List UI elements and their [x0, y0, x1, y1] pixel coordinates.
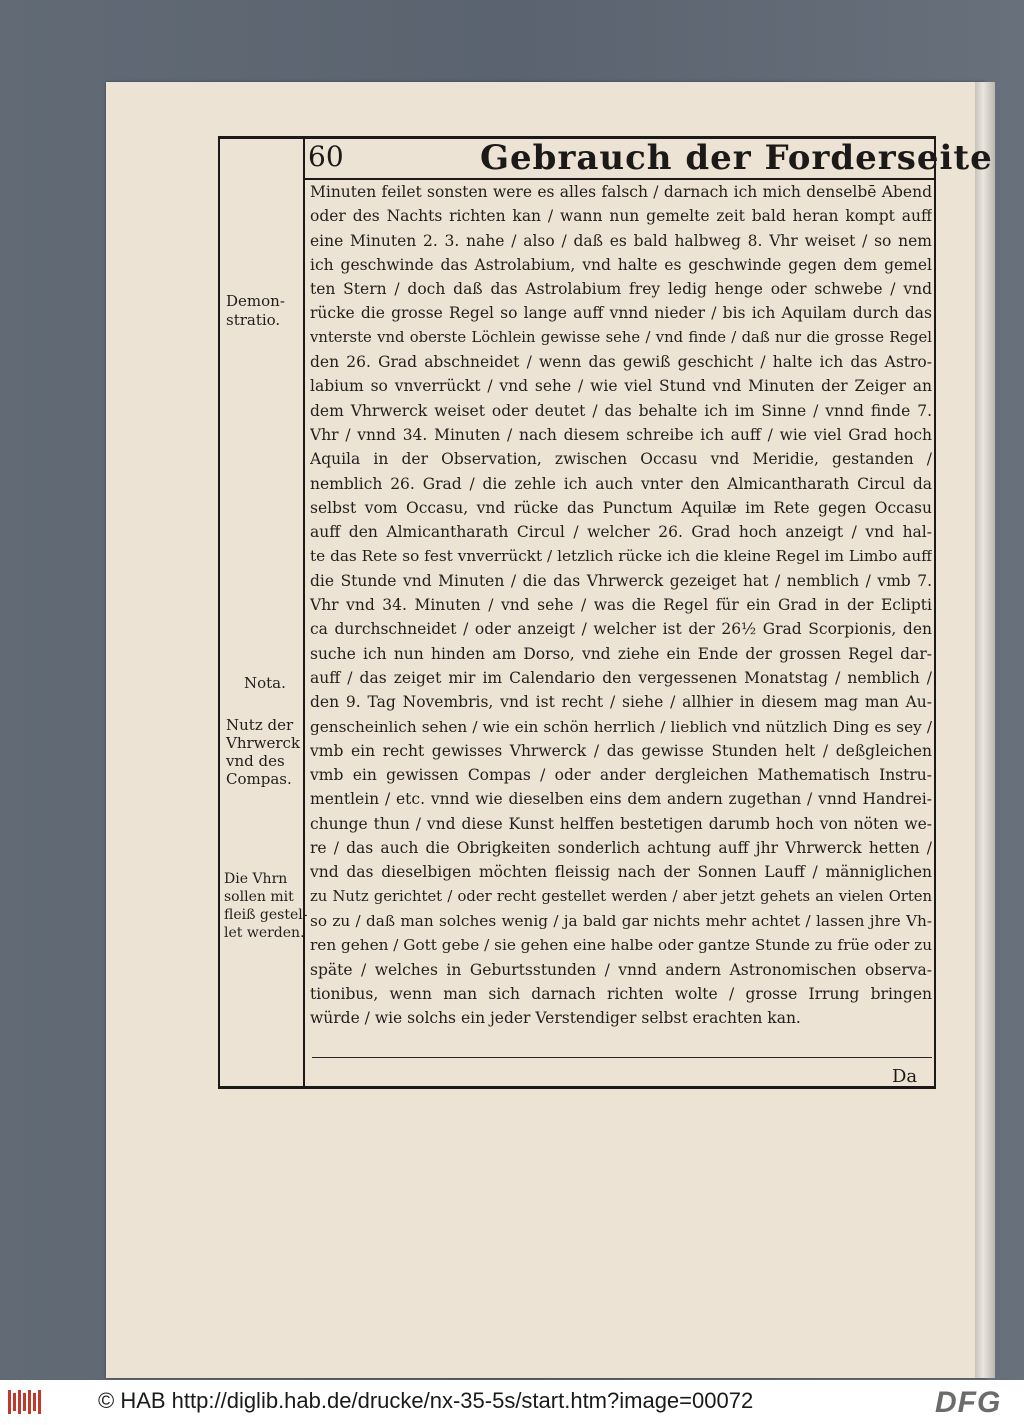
text-line: nemblich 26. Grad / die zehle ich auch vnter den Almicantharath Circul da	[310, 474, 932, 493]
margin-note-uhren	[224, 870, 307, 942]
margin-note-line: fleiß gestel-	[224, 907, 308, 923]
margin-note-line: Vhrwerck	[226, 734, 301, 752]
margin-note-nutz	[226, 716, 300, 788]
text-line: die Stunde vnd Minuten / die das Vhrwerck gezeiget hat / nemblich / vmb 7.	[310, 571, 932, 590]
text-line: Minuten feilet sonsten were es alles falsch / darnach ich mich denselbē Abend	[310, 183, 932, 201]
margin-note-line: Nota.	[244, 674, 286, 692]
text-line: oder des Nachts richten kan / wann nun gemelte zeit bald heran kompt auff	[310, 207, 932, 226]
margin-note-line: Compas.	[226, 770, 292, 788]
margin-rule	[303, 136, 305, 1086]
text-line: vnterste vnd oberste Löchlein gewisse sehe / vnd finde / daß nur die grosse Regel	[310, 328, 932, 346]
text-line: re / das auch die Obrigkeiten sonderlich achtung auff jhr Vhrwerck hetten /	[310, 839, 932, 858]
text-line: eine Minuten 2. 3. nahe / also / daß es bald halbweg 8. Vhr weiset / so nem	[310, 231, 932, 250]
page-edge	[975, 82, 995, 1378]
text-line: Aquila in der Observation, zwischen Occasu vnd Meridie, gestanden /	[310, 450, 932, 469]
text-line: selbst vom Occasu, vnd rücke das Punctum Aquilæ im Rete gegen Occasu	[310, 498, 932, 517]
text-line: rücke die grosse Regel so lange auff vnnd nieder / bis ich Aquilam durch das	[310, 304, 932, 323]
copyright-link[interactable]: © HAB http://diglib.hab.de/drucke/nx-35-5s/start.htm?image=00072	[98, 1388, 754, 1413]
margin-note-line: sollen mit	[224, 889, 294, 905]
margin-note-demonstratio	[226, 292, 285, 330]
text-line: Vhr vnd 34. Minuten / vnd sehe / was die Regel für ein Grad in der Eclipti	[310, 596, 932, 615]
text-line: chunge thun / vnd diese Kunst helffen bestetigen darumb hoch von nöten we-	[310, 814, 932, 833]
page-number: 60	[308, 140, 344, 173]
text-end-rule	[312, 1057, 932, 1058]
text-line: vmb ein gewissen Compas / oder ander dergleichen Mathematisch Instru-	[310, 766, 932, 785]
text-line: den 26. Grad abschneidet / wenn das gewiß geschicht / halte ich das Astro-	[310, 353, 932, 372]
text-line: späte / welches in Geburtsstunden / vnnd andern Astronomischen observa-	[310, 960, 932, 979]
text-line: ren gehen / Gott gebe / sie gehen eine halbe oder gantze Stunde zu früe oder zu	[310, 936, 932, 955]
margin-note-line: stratio.	[226, 311, 281, 329]
margin-note-line: vnd des	[226, 752, 285, 770]
text-line: tionibus, wenn man sich darnach richten wolte / grosse Irrung bringen	[310, 984, 932, 1003]
text-line: labium so vnverrückt / vnd sehe / wie viel Stund vnd Minuten der Zeiger an	[310, 377, 932, 396]
text-line: zu Nutz gerichtet / oder recht gestellet werden / aber jetzt gehets an vielen Orten	[310, 887, 932, 905]
margin-note-line: Demon-	[226, 292, 285, 310]
digitization-logo-icon	[8, 1388, 44, 1416]
margin-note-line: Die Vhrn	[224, 871, 288, 887]
text-line: ca durchschneidet / oder anzeigt / welcher ist der 26½ Grad Scorpionis, den	[310, 620, 932, 639]
margin-note-line: let werden.	[224, 925, 305, 941]
text-line: ten Stern / doch daß das Astrolabium frey ledig henge oder schwebe / vnd	[310, 280, 932, 299]
text-line: würde / wie solchs ein jeder Verstendiger selbst erachten kan.	[310, 1009, 801, 1028]
catchword: Da	[892, 1066, 918, 1087]
text-line: genscheinlich sehen / wie ein schön herrlich / lieblich vnd nützlich Ding es sey /	[310, 717, 932, 736]
text-line: vnd das dieselbigen möchten fleissig nach der Sonnen Lauff / männiglichen	[310, 863, 932, 882]
margin-note-line: Nutz der	[226, 716, 294, 734]
text-line: te das Rete so fest vnverrückt / letzlich rücke ich die kleine Regel im Limbo auff	[310, 547, 932, 566]
text-line: den 9. Tag Novembris, vnd ist recht / siehe / allhier in diesem mag man Au-	[310, 693, 932, 712]
text-line: so zu / daß man solches wenig / ja bald gar nichts mehr achtet / lassen jhre Vh-	[310, 911, 932, 930]
text-line: suche ich nun hinden am Dorso, vnd ziehe ein Ende der grossen Regel dar-	[310, 644, 932, 663]
dfg-logo: DFG	[935, 1386, 1002, 1419]
text-line: auff den Almicantharath Circul / welcher 26. Grad hoch anzeigt / vnd hal-	[310, 523, 932, 542]
text-line: vmb ein recht gewisses Vhrwerck / das gewisse Stunden helt / deßgleichen	[310, 741, 932, 760]
frame-bottom-rule	[218, 1086, 936, 1089]
text-line: Vhr / vnnd 34. Minuten / nach diesem schreibe ich auff / wie viel Grad hoch	[310, 425, 932, 444]
text-line: dem Vhrwerck weiset oder deutet / das behalte ich im Sinne / vnnd finde 7.	[310, 401, 932, 420]
body-text	[310, 180, 932, 1030]
margin-note-nota	[244, 674, 286, 693]
footer-bar	[0, 1380, 1024, 1425]
running-head: Gebrauch der Forderseite	[480, 138, 993, 178]
text-line: mentlein / etc. vnnd wie dieselben eins dem andern zugethan / vnnd Handrei-	[310, 790, 932, 809]
text-line: auff / das zeiget mir im Calendario den vergessenen Monatstag / nemblich /	[310, 668, 932, 687]
text-line: ich geschwinde das Astrolabium, vnd halte es geschwinde gegen dem gemel	[310, 255, 932, 274]
